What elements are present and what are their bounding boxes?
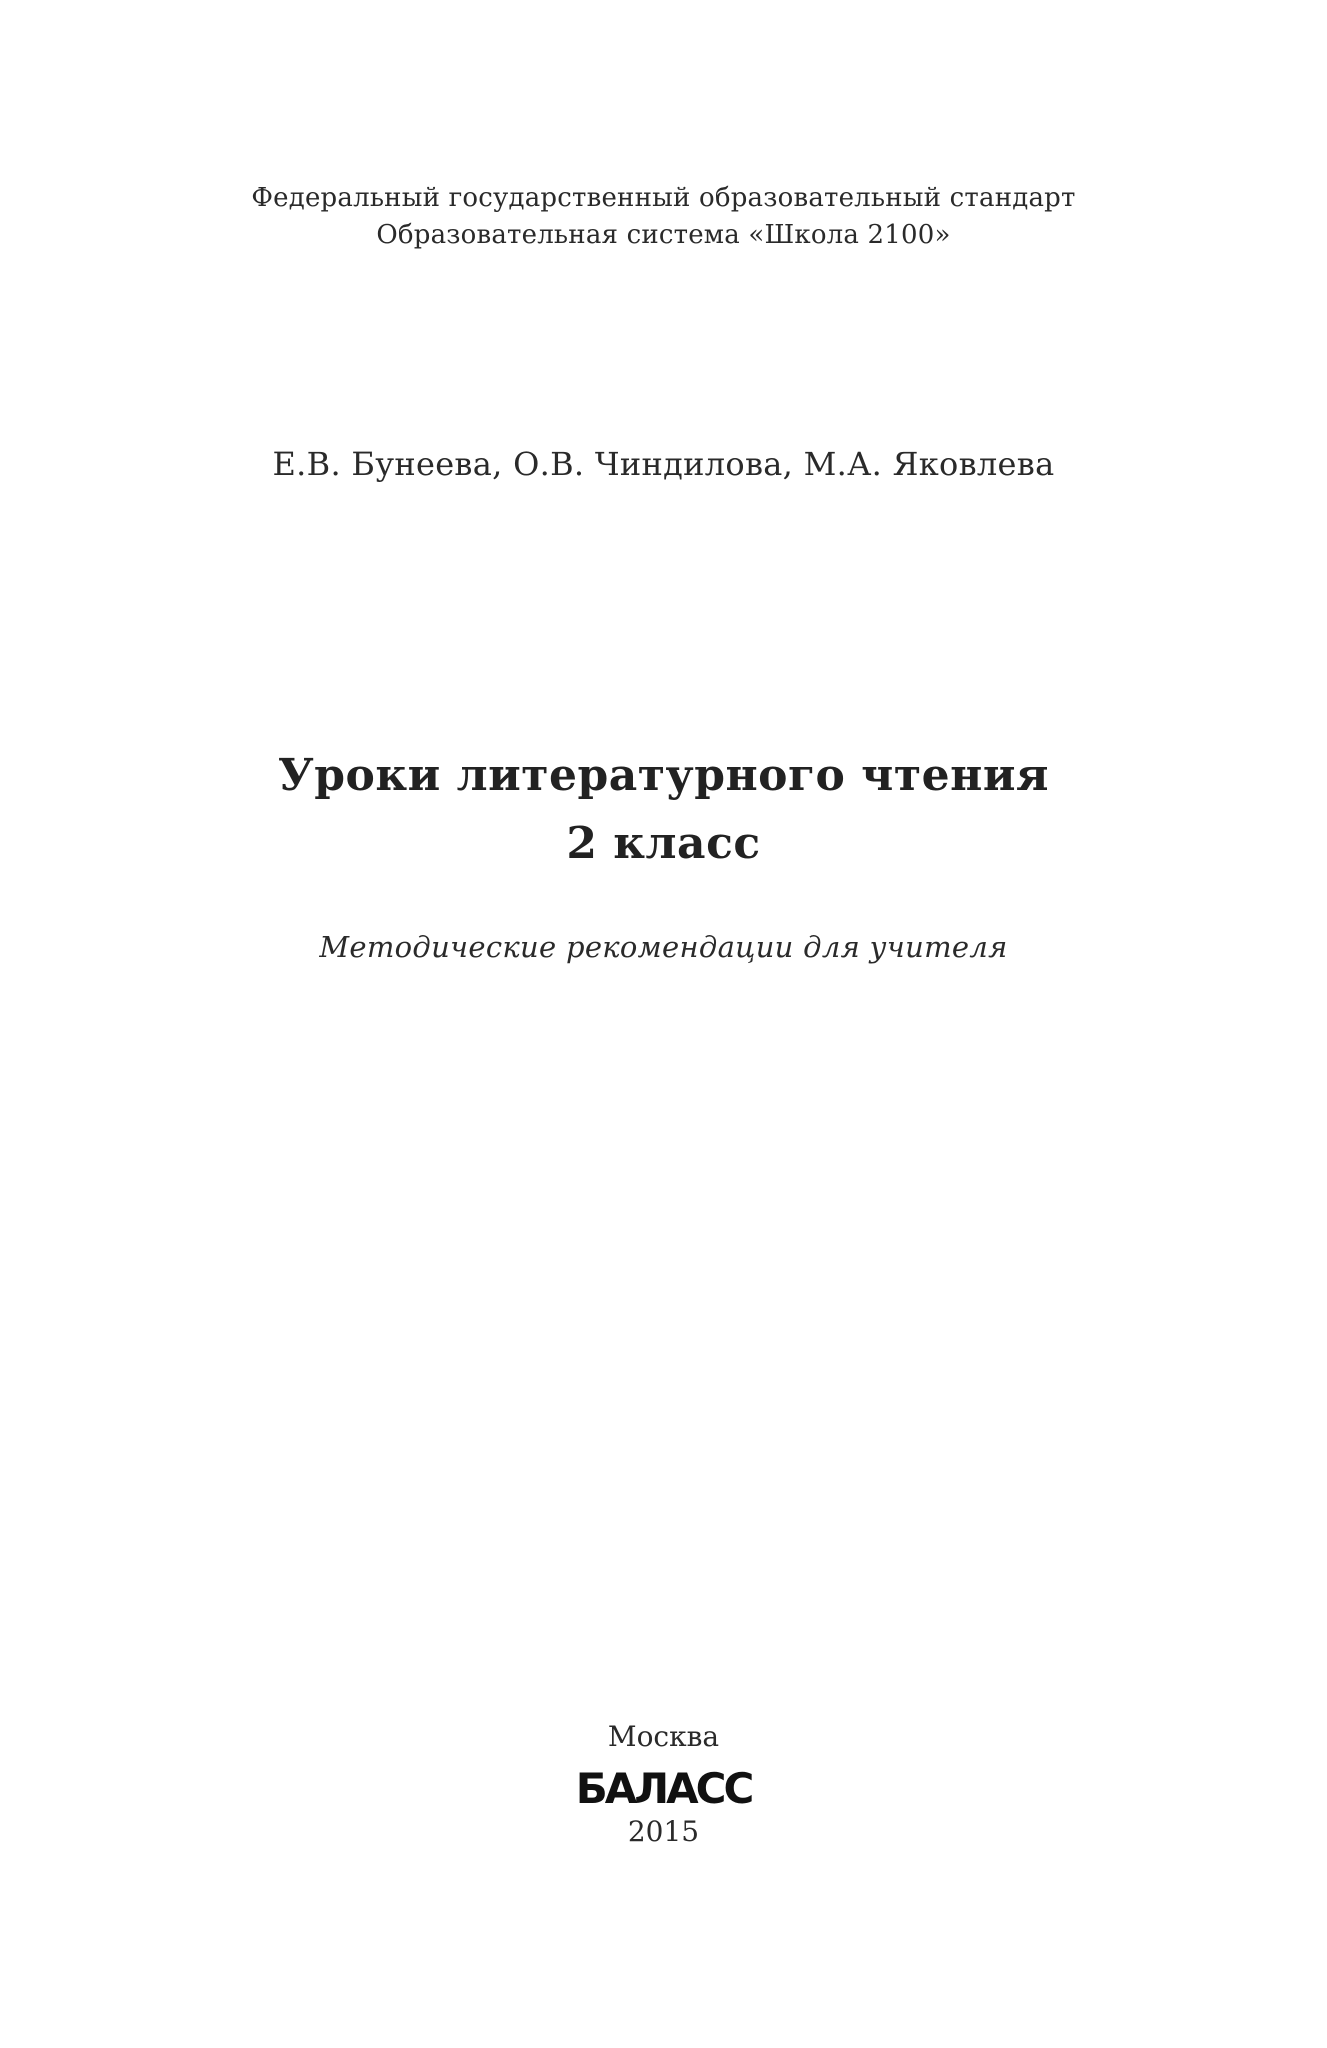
book-grade: 2 класс xyxy=(566,818,761,869)
standard-line: Федеральный государственный образовательный стандарт xyxy=(251,183,1076,213)
book-subtitle: Методические рекомендации для учителя xyxy=(319,930,1008,964)
publication-year: 2015 xyxy=(627,1815,700,1848)
book-title: Уроки литературного чтения xyxy=(278,750,1049,801)
authors: Е.В. Бунеева, О.В. Чиндилова, М.А. Яковлева xyxy=(272,445,1055,483)
education-system-line: Образовательная система «Школа 2100» xyxy=(376,220,951,250)
publisher-logo: БАЛАСС xyxy=(575,1764,752,1813)
publication-city: Москва xyxy=(607,1720,720,1753)
